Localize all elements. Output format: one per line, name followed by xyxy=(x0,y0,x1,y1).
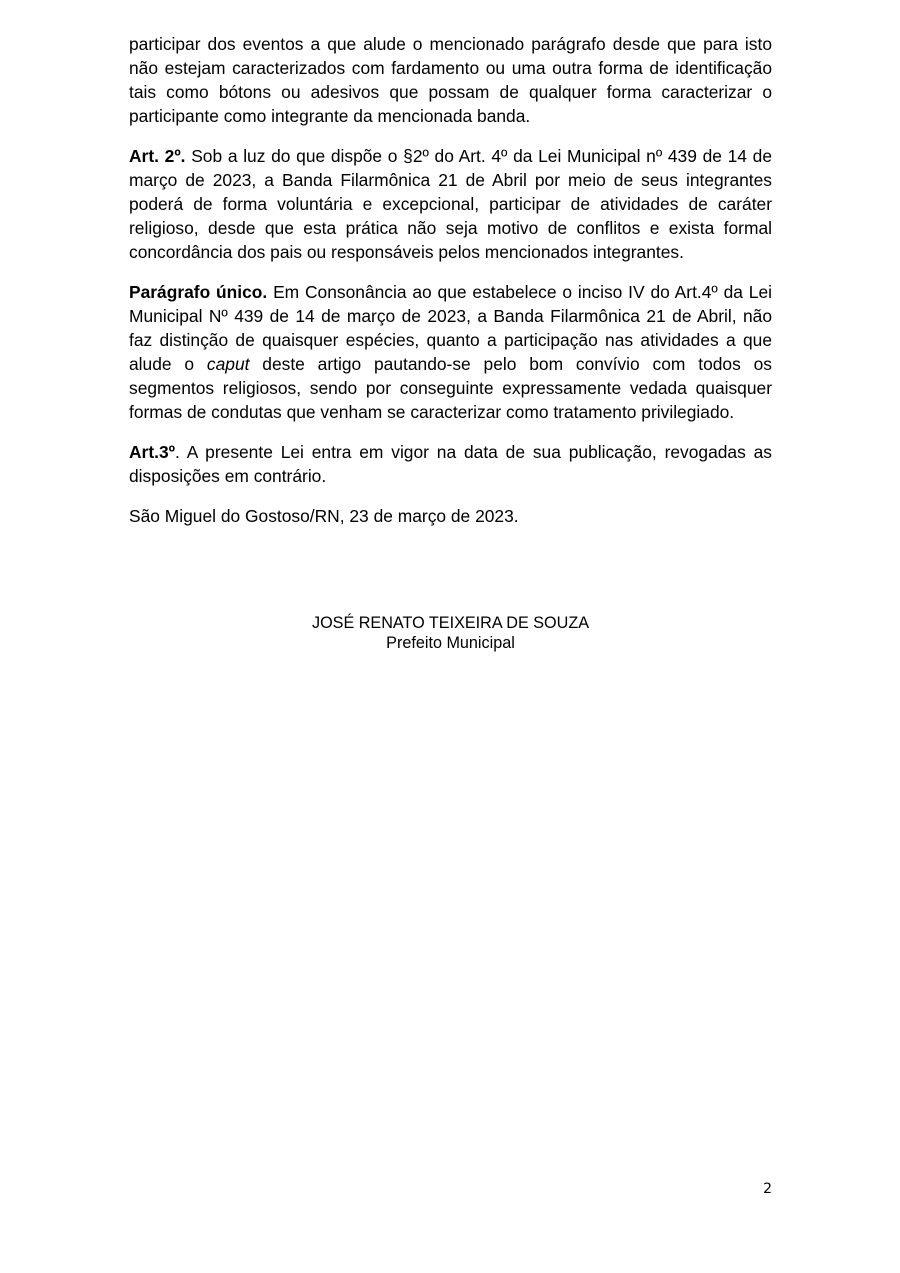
signature-block xyxy=(129,613,772,653)
article-2-text: Sob a luz do que dispõe o §2º do Art. 4º da Lei Municipal nº 439 de 14 de março de 2023, a Banda Filarmônica 21 de Abril por meio de seus integrantes poderá de forma voluntária e excepcional, participar de atividades de caráter religioso, desde que esta prática não seja motivo de conflitos e exista formal concordância dos pais ou responsáveis pelos mencionados integrantes. xyxy=(129,146,772,262)
paragrafo-unico-italic: caput xyxy=(206,354,250,374)
page-number: 2 xyxy=(763,1181,772,1197)
place-date: São Miguel do Gostoso/RN, 23 de março de 2023. xyxy=(129,506,519,526)
article-2 xyxy=(129,144,772,264)
paragraph-continuation xyxy=(129,32,772,128)
paragrafo-unico-text-after: deste artigo pautando-se pelo bom convívio com todos os segmentos religiosos, sendo por conseguinte expressamente vedada quaisquer formas de condutas que venham se caracterizar como tratamento privilegiado. xyxy=(129,354,772,422)
paragrafo-unico-text-before: Em Consonância ao que estabelece o inciso IV do Art.4º da Lei Municipal Nº 439 de 14 de março de 2023, a Banda Filarmônica 21 de Abril, não faz distinção de quaisquer espécies, quanto a participação nas atividades a que alude o xyxy=(129,282,772,374)
article-2-heading: Art. 2º. xyxy=(129,146,186,166)
article-3 xyxy=(129,440,772,488)
signatory-title: Prefeito Municipal xyxy=(386,634,515,652)
paragrafo-unico xyxy=(129,280,772,424)
paragraph-text: participar dos eventos a que alude o mencionado parágrafo desde que para isto não estejam caracterizados com fardamento ou uma outra forma de identificação tais como bótons ou adesivos que possam de qualquer forma caracterizar o participante como integrante da mencionada banda. xyxy=(129,34,772,126)
document-body xyxy=(129,32,772,544)
article-3-text: . A presente Lei entra em vigor na data de sua publicação, revogadas as disposições em contrário. xyxy=(129,442,772,486)
signatory-name: JOSÉ RENATO TEIXEIRA DE SOUZA xyxy=(311,614,590,632)
article-3-heading: Art.3º xyxy=(129,442,175,462)
paragrafo-unico-heading: Parágrafo único. xyxy=(129,282,268,302)
